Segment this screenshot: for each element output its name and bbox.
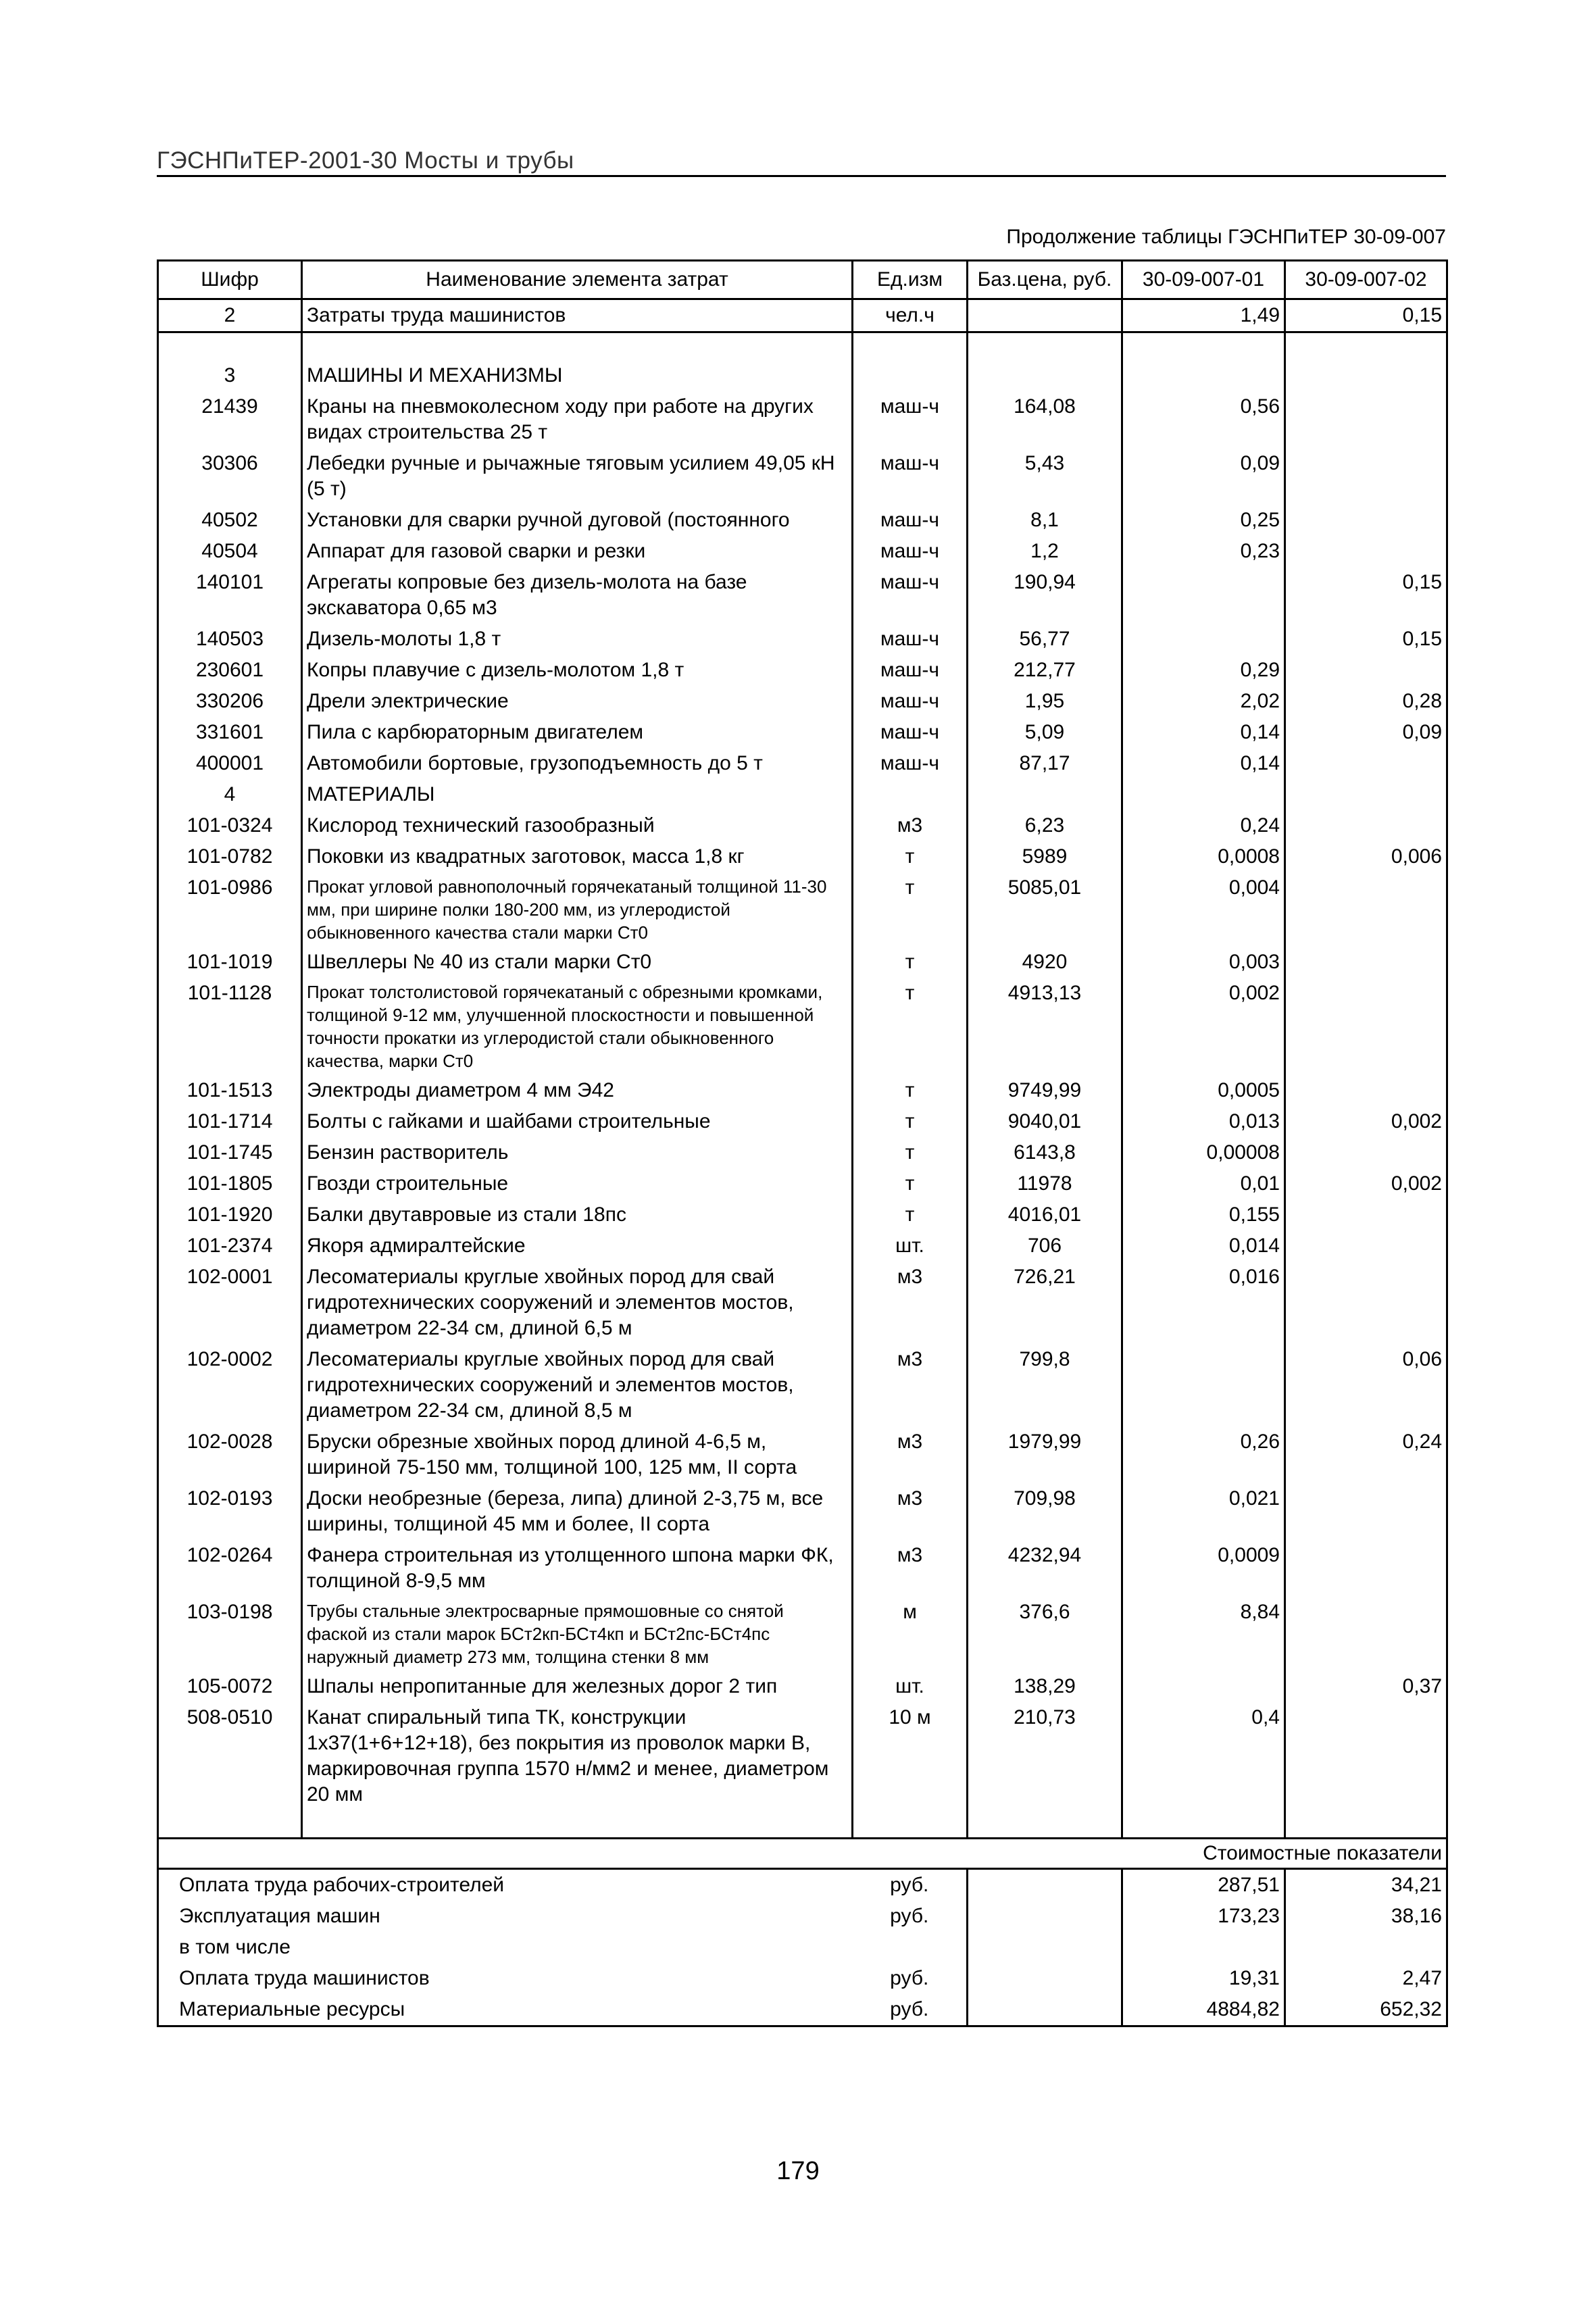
table-row [158, 978, 1447, 1075]
row-name: Электроды диаметром 4 мм Э42 [302, 1075, 853, 1106]
row-value-02 [1285, 1702, 1447, 1810]
row-code: 102-0028 [158, 1426, 302, 1483]
row-name: Болты с гайками и шайбами строительные [302, 1106, 853, 1137]
table-row [158, 810, 1447, 841]
table-row [158, 1344, 1447, 1426]
row-base-price: 9040,01 [968, 1106, 1122, 1137]
total-unit: руб. [853, 1869, 968, 1901]
section-code: 3 [158, 360, 302, 391]
row-base-price: 726,21 [968, 1262, 1122, 1344]
row-base-price: 706 [968, 1230, 1122, 1262]
row-code: 140101 [158, 567, 302, 624]
total-row [158, 1932, 1447, 1963]
row-value-02 [1285, 947, 1447, 978]
cost-indicators-row [158, 1839, 1447, 1869]
table-row [158, 1540, 1447, 1597]
row-base-price: 6143,8 [968, 1137, 1122, 1168]
row-unit: маш-ч [853, 686, 968, 717]
row-name: Прокат угловой равнополочный горячекатаный толщиной 11-30 мм, при ширине полки 180-200 мм, из углеродистой обыкновенного качества стали марки Ст0 [302, 872, 853, 947]
row-unit: маш-ч [853, 448, 968, 505]
table-row [158, 872, 1447, 947]
row-code: 101-1745 [158, 1137, 302, 1168]
row-base-price: 11978 [968, 1168, 1122, 1199]
row-value-01: 0,14 [1122, 717, 1285, 748]
row-value-01: 0,26 [1122, 1426, 1285, 1483]
page-number: 179 [776, 2157, 820, 2185]
row-base-price: 709,98 [968, 1483, 1122, 1540]
row-value-02 [1285, 391, 1447, 448]
row-value-02: 0,37 [1285, 1671, 1447, 1702]
row-value-02: 0,002 [1285, 1106, 1447, 1137]
row-name: Краны на пневмоколесном ходу при работе на других видах строительства 25 т [302, 391, 853, 448]
empty-cell [968, 1994, 1122, 2026]
row-value-02 [1285, 448, 1447, 505]
table-row [158, 655, 1447, 686]
empty-cell [968, 1932, 1122, 1963]
row-value-01: 0,0005 [1122, 1075, 1285, 1106]
row-unit: м3 [853, 810, 968, 841]
col-header-norm-01: 30-09-007-01 [1122, 261, 1285, 299]
col-header-price: Баз.цена, руб. [968, 261, 1122, 299]
row-value-02 [1285, 1137, 1447, 1168]
row-code: 102-0193 [158, 1483, 302, 1540]
row-value-02: 0,28 [1285, 686, 1447, 717]
section-code: 4 [158, 779, 302, 810]
row-name: Гвозди строительные [302, 1168, 853, 1199]
row-name: Дизель-молоты 1,8 т [302, 624, 853, 655]
row-name: Лесоматериалы круглые хвойных пород для свай гидротехнических сооружений и элементов мостов, диаметром 22-34 см, длиной 8,5 м [302, 1344, 853, 1426]
row-unit: м3 [853, 1262, 968, 1344]
total-unit [853, 1932, 968, 1963]
cost-table [157, 259, 1448, 2027]
row-value-02 [1285, 1199, 1447, 1230]
row-value-01: 0,013 [1122, 1106, 1285, 1137]
row-base-price: 164,08 [968, 391, 1122, 448]
row-code: 101-1920 [158, 1199, 302, 1230]
total-unit: руб. [853, 1994, 968, 2026]
table-row [158, 505, 1447, 536]
empty-cell [853, 779, 968, 810]
row-unit: м3 [853, 1540, 968, 1597]
total-value-01: 19,31 [1122, 1963, 1285, 1994]
running-head: ГЭСНПиТЕР-2001-30 Мосты и трубы [157, 147, 574, 174]
row-base-price: 6,23 [968, 810, 1122, 841]
row-value-02: 0,09 [1285, 717, 1447, 748]
total-row [158, 1869, 1447, 1901]
row-unit: маш-ч [853, 567, 968, 624]
col-header-name: Наименование элемента затрат [302, 261, 853, 299]
row-base-price: 1,95 [968, 686, 1122, 717]
row-value-02: 0,002 [1285, 1168, 1447, 1199]
row-value-01: 0,01 [1122, 1168, 1285, 1199]
row-code: 101-1805 [158, 1168, 302, 1199]
table-row [158, 1230, 1447, 1262]
row-base-price: 1,2 [968, 536, 1122, 567]
row-name: Прокат толстолистовой горячекатаный с обрезными кромками, толщиной 9-12 мм, улучшенной плоскостности и повышенной точности прокатки из углеродистой стали обыкновенного качества, марки Ст0 [302, 978, 853, 1075]
total-label: в том числе [158, 1932, 853, 1963]
table-row [158, 1426, 1447, 1483]
row-name: Агрегаты копровые без дизель-молота на базе экскаватора 0,65 м3 [302, 567, 853, 624]
row-unit: т [853, 872, 968, 947]
row-value-01: 0,29 [1122, 655, 1285, 686]
table-row [158, 1597, 1447, 1671]
row-name: Лесоматериалы круглые хвойных пород для свай гидротехнических сооружений и элементов мостов, диаметром 22-34 см, длиной 6,5 м [302, 1262, 853, 1344]
total-value-02: 2,47 [1285, 1963, 1447, 1994]
row-value-01: 2,02 [1122, 686, 1285, 717]
row-value-01: 0,4 [1122, 1702, 1285, 1810]
row-code: 102-0001 [158, 1262, 302, 1344]
row-code: 30306 [158, 448, 302, 505]
total-unit: руб. [853, 1963, 968, 1994]
section-row [158, 779, 1447, 810]
row-value-02 [1285, 748, 1447, 779]
row-base-price: 4232,94 [968, 1540, 1122, 1597]
empty-cell [968, 360, 1122, 391]
row-base-price: 138,29 [968, 1671, 1122, 1702]
row-value-01 [1122, 567, 1285, 624]
row-value-01: 0,0009 [1122, 1540, 1285, 1597]
row-value-02 [1285, 810, 1447, 841]
row-base-price: 1979,99 [968, 1426, 1122, 1483]
row-unit: маш-ч [853, 391, 968, 448]
table-row [158, 567, 1447, 624]
row-code: 101-0324 [158, 810, 302, 841]
row-name: Трубы стальные электросварные прямошовные со снятой фаской из стали марок БСт2кп-БСт4кп и БСт2пс-БСт4пс наружный диаметр 273 мм, толщина стенки 8 мм [302, 1597, 853, 1671]
row-code: 102-0264 [158, 1540, 302, 1597]
row-code: 103-0198 [158, 1597, 302, 1671]
labor-row [158, 299, 1447, 332]
row-name: Швеллеры № 40 из стали марки Ст0 [302, 947, 853, 978]
row-unit: маш-ч [853, 624, 968, 655]
row-name: Бруски обрезные хвойных пород длиной 4-6,5 м, шириной 75-150 мм, толщиной 100, 125 мм, II сорта [302, 1426, 853, 1483]
col-header-code: Шифр [158, 261, 302, 299]
empty-cell [968, 779, 1122, 810]
table-row [158, 717, 1447, 748]
row-base-price: 5989 [968, 841, 1122, 872]
row-code: 40504 [158, 536, 302, 567]
table-row [158, 1671, 1447, 1702]
row-base-price: 210,73 [968, 1702, 1122, 1810]
row-value-02 [1285, 1075, 1447, 1106]
row-value-01: 0,0008 [1122, 841, 1285, 872]
cost-indicators-label: Стоимостные показатели [158, 1839, 1447, 1869]
row-code: 101-1714 [158, 1106, 302, 1137]
row-unit: м3 [853, 1344, 968, 1426]
total-value-01: 173,23 [1122, 1901, 1285, 1932]
row-base-price: 56,77 [968, 624, 1122, 655]
row-value-01: 0,24 [1122, 810, 1285, 841]
row-name: Доски необрезные (береза, липа) длиной 2-3,75 м, все ширины, толщиной 45 мм и более, II сорта [302, 1483, 853, 1540]
row-unit: шт. [853, 1671, 968, 1702]
row-unit: т [853, 1199, 968, 1230]
table-body [158, 299, 1447, 2026]
labor-name: Затраты труда машинистов [302, 299, 853, 332]
row-value-02 [1285, 1230, 1447, 1262]
labor-price [968, 299, 1122, 332]
row-unit: т [853, 947, 968, 978]
total-row [158, 1901, 1447, 1932]
row-value-01: 0,155 [1122, 1199, 1285, 1230]
row-base-price: 376,6 [968, 1597, 1122, 1671]
row-value-01 [1122, 1344, 1285, 1426]
row-name: Пила с карбюраторным двигателем [302, 717, 853, 748]
row-name: Канат спиральный типа ТК, конструкции 1х37(1+6+12+18), без покрытия из проволок марки В, маркировочная группа 1570 н/мм2 и менее, диаметром 20 мм [302, 1702, 853, 1810]
row-unit: м [853, 1597, 968, 1671]
row-name: Бензин растворитель [302, 1137, 853, 1168]
row-base-price: 212,77 [968, 655, 1122, 686]
total-value-01 [1122, 1932, 1285, 1963]
row-value-01: 0,25 [1122, 505, 1285, 536]
row-unit: маш-ч [853, 748, 968, 779]
row-base-price: 5,09 [968, 717, 1122, 748]
total-label: Оплата труда рабочих-строителей [158, 1869, 853, 1901]
row-base-price: 4913,13 [968, 978, 1122, 1075]
table-row [158, 1106, 1447, 1137]
table-row [158, 391, 1447, 448]
row-code: 140503 [158, 624, 302, 655]
total-value-01: 287,51 [1122, 1869, 1285, 1901]
row-base-price: 4016,01 [968, 1199, 1122, 1230]
spacer-row [158, 332, 1447, 361]
total-value-02: 38,16 [1285, 1901, 1447, 1932]
row-unit: 10 м [853, 1702, 968, 1810]
row-code: 101-0782 [158, 841, 302, 872]
section-title: МАТЕРИАЛЫ [302, 779, 853, 810]
row-value-01 [1122, 1671, 1285, 1702]
spacer-row [158, 1810, 1447, 1839]
section-row [158, 360, 1447, 391]
row-name: Дрели электрические [302, 686, 853, 717]
row-code: 101-1128 [158, 978, 302, 1075]
row-value-01: 0,56 [1122, 391, 1285, 448]
row-base-price: 5085,01 [968, 872, 1122, 947]
table-row [158, 536, 1447, 567]
row-value-01: 0,00008 [1122, 1137, 1285, 1168]
row-code: 101-1019 [158, 947, 302, 978]
total-value-01: 4884,82 [1122, 1994, 1285, 2026]
table-row [158, 947, 1447, 978]
row-value-01: 0,014 [1122, 1230, 1285, 1262]
row-base-price: 799,8 [968, 1344, 1122, 1426]
total-label: Материальные ресурсы [158, 1994, 853, 2026]
row-value-01: 0,016 [1122, 1262, 1285, 1344]
row-code: 102-0002 [158, 1344, 302, 1426]
row-unit: т [853, 1075, 968, 1106]
row-code: 101-0986 [158, 872, 302, 947]
row-unit: т [853, 841, 968, 872]
row-code: 40502 [158, 505, 302, 536]
empty-cell [968, 1963, 1122, 1994]
row-code: 21439 [158, 391, 302, 448]
row-base-price: 190,94 [968, 567, 1122, 624]
row-value-02: 0,15 [1285, 624, 1447, 655]
empty-cell [968, 1901, 1122, 1932]
row-value-02 [1285, 1483, 1447, 1540]
total-value-02: 652,32 [1285, 1994, 1447, 2026]
row-unit: м3 [853, 1483, 968, 1540]
row-unit: маш-ч [853, 536, 968, 567]
table-row [158, 1199, 1447, 1230]
row-unit: маш-ч [853, 655, 968, 686]
row-unit: т [853, 978, 968, 1075]
col-header-norm-02: 30-09-007-02 [1285, 261, 1447, 299]
row-unit: маш-ч [853, 717, 968, 748]
row-value-02: 0,15 [1285, 567, 1447, 624]
row-value-02: 0,24 [1285, 1426, 1447, 1483]
row-value-01: 0,09 [1122, 448, 1285, 505]
row-base-price: 87,17 [968, 748, 1122, 779]
row-unit: т [853, 1137, 968, 1168]
row-value-02 [1285, 655, 1447, 686]
row-name: Шпалы непропитанные для железных дорог 2 тип [302, 1671, 853, 1702]
table-row [158, 1137, 1447, 1168]
row-name: Аппарат для газовой сварки и резки [302, 536, 853, 567]
row-value-02 [1285, 1597, 1447, 1671]
row-value-02 [1285, 536, 1447, 567]
row-name: Якоря адмиралтейские [302, 1230, 853, 1262]
row-value-01: 0,003 [1122, 947, 1285, 978]
row-value-01 [1122, 624, 1285, 655]
empty-cell [1122, 779, 1285, 810]
row-unit: м3 [853, 1426, 968, 1483]
row-value-02: 0,006 [1285, 841, 1447, 872]
row-unit: т [853, 1106, 968, 1137]
labor-value-01: 1,49 [1122, 299, 1285, 332]
row-base-price: 8,1 [968, 505, 1122, 536]
row-name: Копры плавучие с дизель-молотом 1,8 т [302, 655, 853, 686]
empty-cell [1285, 779, 1447, 810]
empty-cell [968, 1869, 1122, 1901]
row-base-price: 5,43 [968, 448, 1122, 505]
table-header-row [158, 261, 1447, 299]
header-rule [157, 175, 1446, 177]
total-value-02 [1285, 1932, 1447, 1963]
table-row [158, 1483, 1447, 1540]
table-row [158, 748, 1447, 779]
row-name: Балки двутавровые из стали 18пс [302, 1199, 853, 1230]
table-row [158, 1702, 1447, 1810]
labor-code: 2 [158, 299, 302, 332]
row-code: 230601 [158, 655, 302, 686]
row-base-price: 4920 [968, 947, 1122, 978]
row-name: Лебедки ручные и рычажные тяговым усилием 49,05 кН (5 т) [302, 448, 853, 505]
row-unit: т [853, 1168, 968, 1199]
row-value-01: 8,84 [1122, 1597, 1285, 1671]
empty-cell [1285, 360, 1447, 391]
total-label: Оплата труда машинистов [158, 1963, 853, 1994]
table-row [158, 686, 1447, 717]
row-value-02 [1285, 872, 1447, 947]
row-code: 101-1513 [158, 1075, 302, 1106]
total-value-02: 34,21 [1285, 1869, 1447, 1901]
row-code: 105-0072 [158, 1671, 302, 1702]
labor-value-02: 0,15 [1285, 299, 1447, 332]
row-base-price: 9749,99 [968, 1075, 1122, 1106]
row-unit: шт. [853, 1230, 968, 1262]
row-name: Автомобили бортовые, грузоподъемность до 5 т [302, 748, 853, 779]
table-row [158, 448, 1447, 505]
row-name: Установки для сварки ручной дуговой (постоянного [302, 505, 853, 536]
row-unit: маш-ч [853, 505, 968, 536]
table-row [158, 1168, 1447, 1199]
col-header-unit: Ед.изм [853, 261, 968, 299]
table-row [158, 1075, 1447, 1106]
row-value-02 [1285, 1262, 1447, 1344]
row-value-01: 0,002 [1122, 978, 1285, 1075]
row-value-01: 0,23 [1122, 536, 1285, 567]
row-code: 400001 [158, 748, 302, 779]
labor-unit: чел.ч [853, 299, 968, 332]
row-value-02 [1285, 1540, 1447, 1597]
row-name: Поковки из квадратных заготовок, масса 1,8 кг [302, 841, 853, 872]
table-row [158, 1262, 1447, 1344]
row-name: Кислород технический газообразный [302, 810, 853, 841]
table-row [158, 624, 1447, 655]
row-value-02: 0,06 [1285, 1344, 1447, 1426]
row-value-02 [1285, 505, 1447, 536]
row-code: 331601 [158, 717, 302, 748]
row-value-01: 0,021 [1122, 1483, 1285, 1540]
total-row [158, 1994, 1447, 2026]
total-row [158, 1963, 1447, 1994]
empty-cell [1122, 360, 1285, 391]
empty-cell [853, 360, 968, 391]
total-label: Эксплуатация машин [158, 1901, 853, 1932]
row-code: 330206 [158, 686, 302, 717]
table-caption: Продолжение таблицы ГЭСНПиТЕР 30-09-007 [1006, 226, 1446, 248]
row-name: Фанера строительная из утолщенного шпона марки ФК, толщиной 8-9,5 мм [302, 1540, 853, 1597]
row-value-01: 0,004 [1122, 872, 1285, 947]
row-value-02 [1285, 978, 1447, 1075]
row-code: 101-2374 [158, 1230, 302, 1262]
total-unit: руб. [853, 1901, 968, 1932]
row-value-01: 0,14 [1122, 748, 1285, 779]
table-row [158, 841, 1447, 872]
row-code: 508-0510 [158, 1702, 302, 1810]
section-title: МАШИНЫ И МЕХАНИЗМЫ [302, 360, 853, 391]
